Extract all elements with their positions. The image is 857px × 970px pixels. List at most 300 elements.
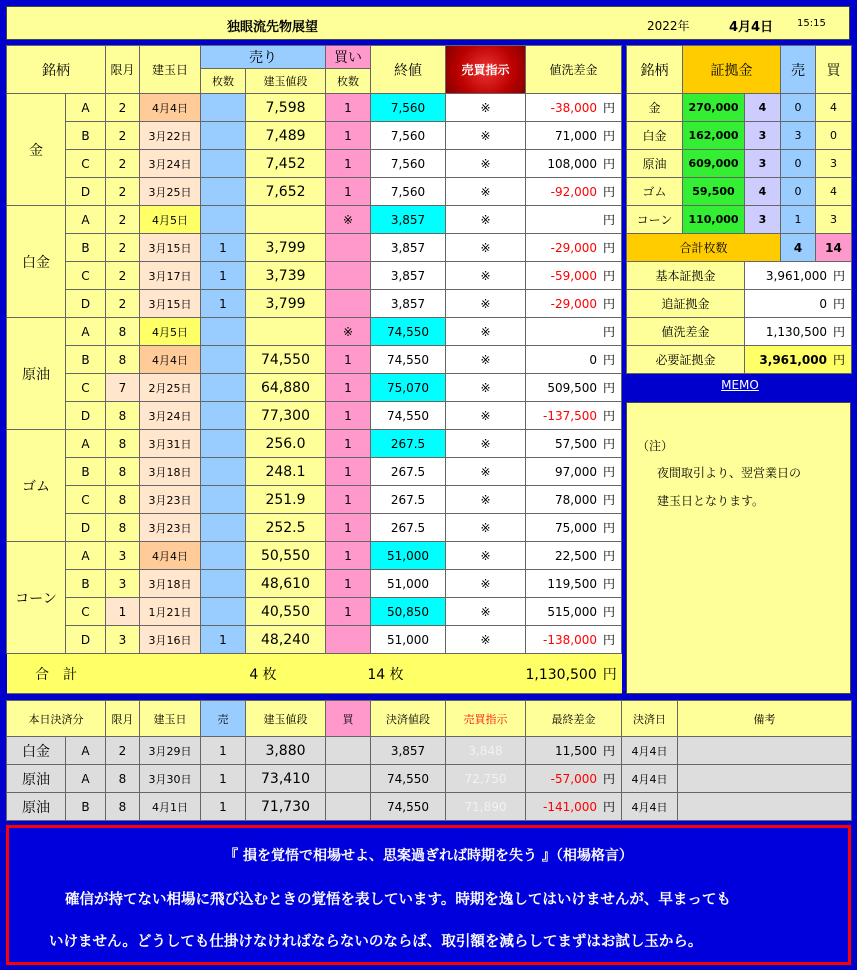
margin-amount: 270,000 [683, 94, 745, 122]
instruction-cell: ※ [446, 458, 526, 486]
month-cell: 2 [106, 178, 140, 206]
total-buy: 14 枚 [326, 654, 446, 694]
position-row [7, 626, 622, 654]
mark-to-market-cell [526, 486, 622, 514]
buy-count-cell: 1 [326, 402, 371, 430]
margin-sell: 3 [781, 122, 816, 150]
margin-summary-value [745, 290, 852, 318]
buy-count-cell: 1 [326, 570, 371, 598]
settle-final-diff [526, 737, 622, 765]
margin-sell: 1 [781, 206, 816, 234]
settle-instruction: 71,890 [446, 793, 526, 821]
mark-to-market-cell [526, 290, 622, 318]
instruction-cell: ※ [446, 402, 526, 430]
settle-commodity: 白金 [7, 737, 66, 765]
sell-count-cell [201, 122, 246, 150]
mark-to-market-cell-yen: 円 [602, 465, 615, 479]
margin-summary-amount: 0 [819, 297, 827, 311]
mark-to-market-cell [526, 150, 622, 178]
sell-count-cell [201, 570, 246, 598]
month-cell: 3 [106, 570, 140, 598]
position-row [7, 318, 622, 346]
close-price-cell: 267.5 [371, 486, 446, 514]
mark-to-market-cell [526, 430, 622, 458]
position-row [7, 570, 622, 598]
date-cell: 3月15日 [140, 234, 201, 262]
settle-header-instr: 売買指示 [446, 701, 526, 737]
margin-summary-row [627, 346, 852, 374]
mark-to-market-cell-value: -38,000 [550, 101, 597, 115]
settle-final-diff-yen: 円 [602, 800, 615, 814]
grade-cell: C [66, 486, 106, 514]
buy-count-cell [326, 626, 371, 654]
entry-price-cell: 40,550 [246, 598, 326, 626]
mark-to-market-cell [526, 542, 622, 570]
month-cell: 8 [106, 318, 140, 346]
mark-to-market-cell [526, 206, 622, 234]
entry-price-cell: 256.0 [246, 430, 326, 458]
settle-sell: 1 [201, 737, 246, 765]
sell-count-cell: 1 [201, 262, 246, 290]
month-cell: 2 [106, 234, 140, 262]
grade-cell: A [66, 94, 106, 122]
margin-row [627, 122, 852, 150]
mark-to-market-cell-yen: 円 [602, 633, 615, 647]
buy-count-cell: ※ [326, 318, 371, 346]
close-price-cell: 267.5 [371, 514, 446, 542]
instruction-cell: ※ [446, 570, 526, 598]
margin-row [627, 94, 852, 122]
buy-count-cell: 1 [326, 94, 371, 122]
date-cell: 3月24日 [140, 150, 201, 178]
date-cell: 1月21日 [140, 598, 201, 626]
buy-count-cell: 1 [326, 542, 371, 570]
close-price-cell: 3,857 [371, 234, 446, 262]
grade-cell: D [66, 178, 106, 206]
mark-to-market-cell-yen: 円 [602, 381, 615, 395]
position-row [7, 430, 622, 458]
month-cell: 2 [106, 262, 140, 290]
instruction-cell: ※ [446, 598, 526, 626]
mark-to-market-cell-yen: 円 [602, 157, 615, 171]
grade-cell: D [66, 290, 106, 318]
entry-price-cell: 7,452 [246, 150, 326, 178]
date-cell: 3月23日 [140, 514, 201, 542]
settle-instruction: 3,848 [446, 737, 526, 765]
buy-count-cell: 1 [326, 486, 371, 514]
margin-summary-row [627, 318, 852, 346]
date-cell: 3月16日 [140, 626, 201, 654]
mark-to-market-cell-value: 0 [589, 353, 597, 367]
close-price-cell: 51,000 [371, 626, 446, 654]
settle-price: 74,550 [371, 765, 446, 793]
sell-count-cell [201, 178, 246, 206]
mark-to-market-cell-yen: 円 [602, 521, 615, 535]
mark-to-market-cell-yen: 円 [602, 101, 615, 115]
position-row [7, 514, 622, 542]
settle-final-diff [526, 765, 622, 793]
settle-final-diff-value: -141,000 [543, 800, 597, 814]
month-cell: 2 [106, 122, 140, 150]
settle-header-price: 建玉値段 [246, 701, 326, 737]
instruction-cell: ※ [446, 514, 526, 542]
position-row [7, 262, 622, 290]
total-label: 合 計 [7, 654, 106, 694]
margin-buy: 3 [816, 206, 852, 234]
mark-to-market-cell [526, 234, 622, 262]
margin-commodity: コーン [627, 206, 683, 234]
entry-price-cell: 77,300 [246, 402, 326, 430]
settle-grade: B [66, 793, 106, 821]
close-price-cell: 74,550 [371, 402, 446, 430]
margin-summary-yen: 円 [832, 325, 845, 339]
sell-count-cell [201, 150, 246, 178]
margin-amount: 609,000 [683, 150, 745, 178]
margin-summary-yen: 円 [832, 353, 845, 367]
buy-count-cell: 1 [326, 374, 371, 402]
settle-header-diff: 最終差金 [526, 701, 622, 737]
mark-to-market-cell-yen: 円 [602, 353, 615, 367]
margin-summary-row [627, 290, 852, 318]
sell-count-cell [201, 430, 246, 458]
instruction-cell: ※ [446, 486, 526, 514]
margin-summary-label: 追証拠金 [627, 290, 745, 318]
settle-instruction: 72,750 [446, 765, 526, 793]
margin-buy: 3 [816, 150, 852, 178]
grade-cell: B [66, 234, 106, 262]
date-cell: 4月5日 [140, 206, 201, 234]
total-diff-value: 1,130,500 [525, 666, 597, 683]
mark-to-market-cell-value: 75,000 [554, 521, 597, 535]
mark-to-market-cell-yen: 円 [602, 409, 615, 423]
mark-to-market-cell-value: 97,000 [554, 465, 597, 479]
settle-commodity: 原油 [7, 765, 66, 793]
entry-price-cell: 7,652 [246, 178, 326, 206]
buy-count-cell: 1 [326, 178, 371, 206]
mark-to-market-cell [526, 598, 622, 626]
margin-count: 3 [745, 206, 781, 234]
margin-commodity: 白金 [627, 122, 683, 150]
mark-to-market-cell [526, 346, 622, 374]
position-row [7, 178, 622, 206]
sell-count-cell [201, 206, 246, 234]
settle-header-kai: 買 [326, 701, 371, 737]
mark-to-market-cell-yen: 円 [602, 549, 615, 563]
margin-count: 3 [745, 150, 781, 178]
grade-cell: D [66, 626, 106, 654]
settle-header-label: 本日決済分 [7, 701, 106, 737]
mark-to-market-cell [526, 374, 622, 402]
mark-to-market-cell-value: 57,500 [554, 437, 597, 451]
mark-to-market-cell [526, 458, 622, 486]
month-cell: 3 [106, 542, 140, 570]
memo-link[interactable]: MEMO [721, 378, 759, 392]
instruction-cell: ※ [446, 290, 526, 318]
margin-total-sell: 4 [781, 234, 816, 262]
grade-cell: C [66, 374, 106, 402]
commodity-name: コーン [7, 542, 66, 654]
total-diff-yen: 円 [602, 666, 617, 683]
settle-buy [326, 793, 371, 821]
margin-row [627, 178, 852, 206]
position-row [7, 122, 622, 150]
settle-month: 8 [106, 793, 140, 821]
margin-total-label: 合計枚数 [627, 234, 781, 262]
instruction-cell: ※ [446, 346, 526, 374]
mark-to-market-cell-yen: 円 [602, 297, 615, 311]
margin-total-row [627, 234, 852, 262]
mark-to-market-cell-yen: 円 [602, 241, 615, 255]
position-row [7, 598, 622, 626]
buy-count-cell: 1 [326, 150, 371, 178]
settle-header-uri: 売 [201, 701, 246, 737]
settle-commodity: 原油 [7, 793, 66, 821]
margin-buy: 4 [816, 178, 852, 206]
mark-to-market-cell-value: 71,000 [554, 129, 597, 143]
instruction-cell: ※ [446, 234, 526, 262]
date-cell: 2月25日 [140, 374, 201, 402]
date-cell: 4月4日 [140, 542, 201, 570]
header-tategyokubi: 建玉日 [140, 46, 201, 94]
close-price-cell: 7,560 [371, 122, 446, 150]
margin-buy: 4 [816, 94, 852, 122]
header-nearai: 値洗差金 [526, 46, 622, 94]
settle-price: 3,857 [371, 737, 446, 765]
total-sell: 4 枚 [201, 654, 326, 694]
entry-price-cell: 248.1 [246, 458, 326, 486]
close-price-cell: 3,857 [371, 262, 446, 290]
buy-count-cell: 1 [326, 346, 371, 374]
margin-header-uri: 売 [781, 46, 816, 94]
instruction-cell: ※ [446, 122, 526, 150]
sell-count-cell: 1 [201, 290, 246, 318]
mark-to-market-cell [526, 570, 622, 598]
sell-count-cell [201, 458, 246, 486]
trade-signal-button[interactable]: 売買指示 [446, 46, 526, 94]
buy-count-cell: 1 [326, 122, 371, 150]
month-cell: 7 [106, 374, 140, 402]
sell-count-cell [201, 346, 246, 374]
margin-summary-amount: 3,961,000 [759, 353, 827, 367]
instruction-cell: ※ [446, 318, 526, 346]
month-cell: 1 [106, 598, 140, 626]
month-cell: 8 [106, 514, 140, 542]
date-cell: 4月4日 [140, 94, 201, 122]
entry-price-cell: 251.9 [246, 486, 326, 514]
settle-header-settle: 決済値段 [371, 701, 446, 737]
month-cell: 8 [106, 402, 140, 430]
entry-price-cell: 64,880 [246, 374, 326, 402]
mark-to-market-cell-yen: 円 [602, 577, 615, 591]
margin-commodity: ゴム [627, 178, 683, 206]
settle-header-note: 備考 [678, 701, 852, 737]
sell-count-cell [201, 374, 246, 402]
grade-cell: B [66, 458, 106, 486]
entry-price-cell [246, 318, 326, 346]
instruction-cell: ※ [446, 150, 526, 178]
date-cell: 3月15日 [140, 290, 201, 318]
margin-count: 3 [745, 122, 781, 150]
commodity-name: 金 [7, 94, 66, 206]
memo-note-label: （注） [637, 439, 674, 453]
position-row [7, 346, 622, 374]
margin-summary-value [745, 262, 852, 290]
mark-to-market-cell-yen: 円 [602, 269, 615, 283]
proverb-line1: 確信が持てない相場に飛び込むときの覚悟を表しています。時期を逸してはいけませんが、早まっても [65, 892, 731, 908]
total-row [7, 654, 622, 694]
margin-summary-label: 値洗差金 [627, 318, 745, 346]
date-cell: 3月18日 [140, 458, 201, 486]
date-cell: 3月17日 [140, 262, 201, 290]
month-cell: 8 [106, 346, 140, 374]
total-spacer-1 [106, 654, 201, 694]
memo-box [626, 402, 851, 694]
margin-buy: 0 [816, 122, 852, 150]
settle-price: 74,550 [371, 793, 446, 821]
mark-to-market-cell-value: 509,500 [547, 381, 597, 395]
settle-date: 3月29日 [140, 737, 201, 765]
grade-cell: D [66, 402, 106, 430]
date-cell: 3月23日 [140, 486, 201, 514]
close-price-cell: 7,560 [371, 150, 446, 178]
mark-to-market-cell-value: -138,000 [543, 633, 597, 647]
position-row [7, 234, 622, 262]
settle-settle-date: 4月4日 [622, 765, 678, 793]
margin-table [626, 45, 852, 374]
mark-to-market-cell-yen: 円 [602, 437, 615, 451]
margin-commodity: 金 [627, 94, 683, 122]
mark-to-market-cell-yen: 円 [602, 493, 615, 507]
margin-row [627, 150, 852, 178]
sell-count-cell [201, 94, 246, 122]
mark-to-market-cell-value: 119,500 [547, 577, 597, 591]
margin-amount: 110,000 [683, 206, 745, 234]
header-meigara: 銘柄 [7, 46, 106, 94]
mark-to-market-cell-value: 78,000 [554, 493, 597, 507]
buy-count-cell: 1 [326, 598, 371, 626]
close-price-cell: 3,857 [371, 290, 446, 318]
commodity-name: ゴム [7, 430, 66, 542]
mark-to-market-cell [526, 514, 622, 542]
grade-cell: D [66, 514, 106, 542]
settle-grade: A [66, 765, 106, 793]
mark-to-market-cell-yen: 円 [602, 185, 615, 199]
grade-cell: B [66, 122, 106, 150]
margin-count: 4 [745, 178, 781, 206]
entry-price-cell: 7,598 [246, 94, 326, 122]
mark-to-market-cell-value: -29,000 [550, 241, 597, 255]
settle-entry-price: 3,880 [246, 737, 326, 765]
instruction-cell: ※ [446, 94, 526, 122]
settle-settle-date: 4月4日 [622, 737, 678, 765]
close-price-cell: 74,550 [371, 346, 446, 374]
position-row [7, 542, 622, 570]
settle-entry-price: 73,410 [246, 765, 326, 793]
margin-amount: 162,000 [683, 122, 745, 150]
instruction-cell: ※ [446, 626, 526, 654]
margin-sell: 0 [781, 178, 816, 206]
mark-to-market-cell [526, 402, 622, 430]
settle-final-diff-yen: 円 [602, 744, 615, 758]
settle-header-gengetsu: 限月 [106, 701, 140, 737]
sell-count-cell [201, 318, 246, 346]
date-cell: 3月22日 [140, 122, 201, 150]
close-price-cell: 75,070 [371, 374, 446, 402]
margin-summary-value [745, 346, 852, 374]
mark-to-market-cell [526, 178, 622, 206]
entry-price-cell: 3,799 [246, 290, 326, 318]
month-cell: 2 [106, 94, 140, 122]
position-row [7, 206, 622, 234]
settle-sell: 1 [201, 793, 246, 821]
header-sell-count: 枚数 [201, 69, 246, 94]
entry-price-cell: 7,489 [246, 122, 326, 150]
position-row [7, 290, 622, 318]
grade-cell: A [66, 206, 106, 234]
sell-count-cell [201, 514, 246, 542]
margin-sell: 0 [781, 94, 816, 122]
settlement-row [7, 737, 852, 765]
grade-cell: A [66, 542, 106, 570]
month-cell: 2 [106, 150, 140, 178]
mark-to-market-cell-value: -137,500 [543, 409, 597, 423]
commodity-name: 白金 [7, 206, 66, 318]
buy-count-cell [326, 290, 371, 318]
margin-header-meigara: 銘柄 [627, 46, 683, 94]
grade-cell: C [66, 150, 106, 178]
instruction-cell: ※ [446, 374, 526, 402]
settle-final-diff-value: -57,000 [550, 772, 597, 786]
settle-buy [326, 737, 371, 765]
memo-line2: 建玉日となります。 [657, 494, 765, 508]
entry-price-cell: 252.5 [246, 514, 326, 542]
grade-cell: B [66, 346, 106, 374]
position-row [7, 402, 622, 430]
close-price-cell: 51,000 [371, 542, 446, 570]
header-price: 建玉値段 [246, 69, 326, 94]
mark-to-market-cell-value: -92,000 [550, 185, 597, 199]
close-price-cell: 51,000 [371, 570, 446, 598]
settle-month: 2 [106, 737, 140, 765]
margin-header-kai: 買 [816, 46, 852, 94]
settle-date: 3月30日 [140, 765, 201, 793]
settle-settle-date: 4月4日 [622, 793, 678, 821]
memo-line1: 夜間取引より、翌営業日の [657, 466, 802, 480]
mark-to-market-cell-value: 108,000 [547, 157, 597, 171]
margin-commodity: 原油 [627, 150, 683, 178]
header-time: 15:15 [797, 18, 826, 29]
margin-summary-value [745, 318, 852, 346]
margin-summary-yen: 円 [832, 297, 845, 311]
date-cell: 4月4日 [140, 346, 201, 374]
month-cell: 2 [106, 206, 140, 234]
grade-cell: A [66, 318, 106, 346]
sell-count-cell [201, 598, 246, 626]
settle-header-date: 建玉日 [140, 701, 201, 737]
settlement-table [6, 700, 852, 821]
mark-to-market-cell-value: -59,000 [550, 269, 597, 283]
instruction-cell: ※ [446, 178, 526, 206]
header-buy-count: 枚数 [326, 69, 371, 94]
settle-note [678, 737, 852, 765]
sell-count-cell: 1 [201, 626, 246, 654]
close-price-cell: 74,550 [371, 318, 446, 346]
sell-count-cell [201, 486, 246, 514]
mark-to-market-cell-yen: 円 [602, 605, 615, 619]
grade-cell: C [66, 262, 106, 290]
proverb-box [6, 825, 851, 965]
header-year: 2022年 [647, 19, 690, 33]
